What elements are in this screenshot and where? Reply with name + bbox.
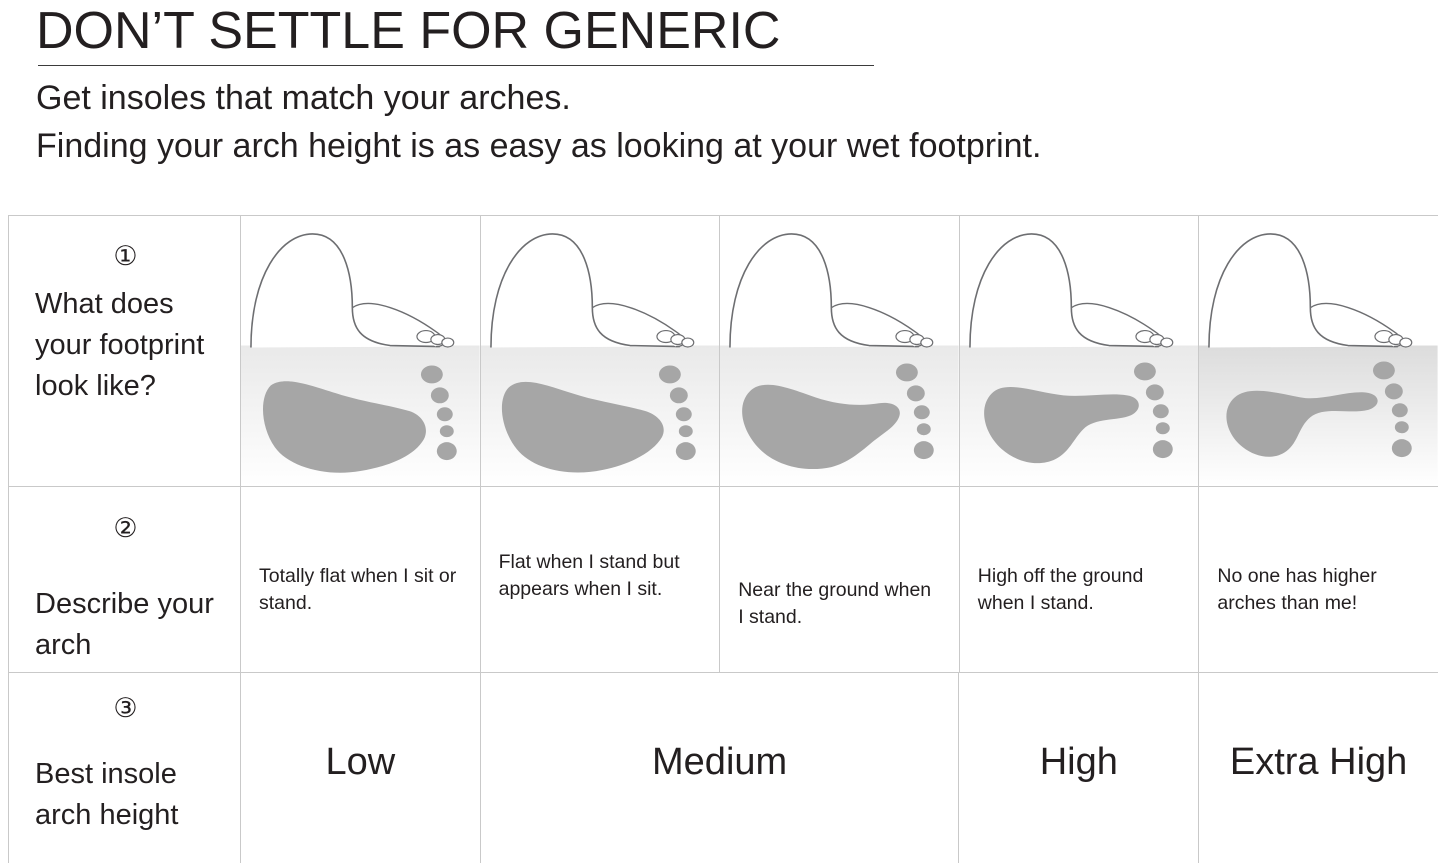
table-row-insole — [9, 673, 1438, 863]
row-label-footprint — [9, 216, 241, 486]
subtitle-line-1: Get insoles that match your arches. — [36, 79, 571, 117]
describe-text-2: Flat when I stand but appears when I sit. — [498, 551, 680, 600]
row-label-describe — [9, 487, 241, 672]
footprint-cell-high — [960, 216, 1200, 486]
describe-cell-1 — [241, 487, 481, 672]
describe-text-5: No one has higher arches than me! — [1217, 565, 1377, 614]
footprint-cell-extra-high — [1199, 216, 1438, 486]
table-row-footprints — [9, 216, 1438, 487]
row-label-text-3: Best insole arch height — [35, 758, 179, 831]
insole-label-low: Low — [325, 741, 396, 783]
row-label-text-2: Describe your arch — [35, 588, 214, 661]
insole-label-high: High — [1039, 741, 1118, 783]
step-number-1: ① — [113, 241, 138, 271]
footprint-cell-very-low — [481, 216, 721, 486]
describe-cell-5 — [1199, 487, 1438, 672]
describe-text-3: Near the ground when I stand. — [738, 579, 932, 628]
footprint-illustration-very-low — [481, 216, 720, 486]
table-row-describe — [9, 487, 1438, 673]
insole-cell-medium — [481, 673, 960, 863]
row-label-insole — [9, 673, 241, 863]
row-label-text-1: What does your footprint look like? — [35, 288, 205, 402]
insole-label-extra-high: Extra High — [1229, 741, 1408, 783]
footprint-cell-flat — [241, 216, 481, 486]
describe-cell-4 — [960, 487, 1200, 672]
arch-comparison-table — [8, 215, 1438, 863]
describe-cell-2 — [481, 487, 721, 672]
footprint-illustration-high — [960, 216, 1199, 486]
describe-cell-3 — [720, 487, 960, 672]
insole-label-medium: Medium — [652, 741, 788, 783]
insole-cell-high — [959, 673, 1199, 863]
footprint-illustration-extra-high — [1199, 216, 1438, 486]
describe-text-1: Totally flat when I sit or stand. — [259, 565, 457, 614]
subtitle-line-2: Finding your arch height is as easy as looking at your wet footprint. — [36, 127, 1042, 165]
page-title: DON’T SETTLE FOR GENERIC — [36, 2, 781, 60]
footprint-illustration-low-medium — [720, 216, 959, 486]
step-number-2: ② — [113, 513, 138, 543]
footprint-cell-low-medium — [720, 216, 960, 486]
footprint-illustration-flat — [241, 216, 480, 486]
insole-cell-extra-high — [1199, 673, 1438, 863]
describe-text-4: High off the ground when I stand. — [977, 565, 1144, 614]
header — [0, 0, 1445, 170]
step-number-3: ③ — [113, 693, 138, 723]
insole-cell-low — [241, 673, 481, 863]
